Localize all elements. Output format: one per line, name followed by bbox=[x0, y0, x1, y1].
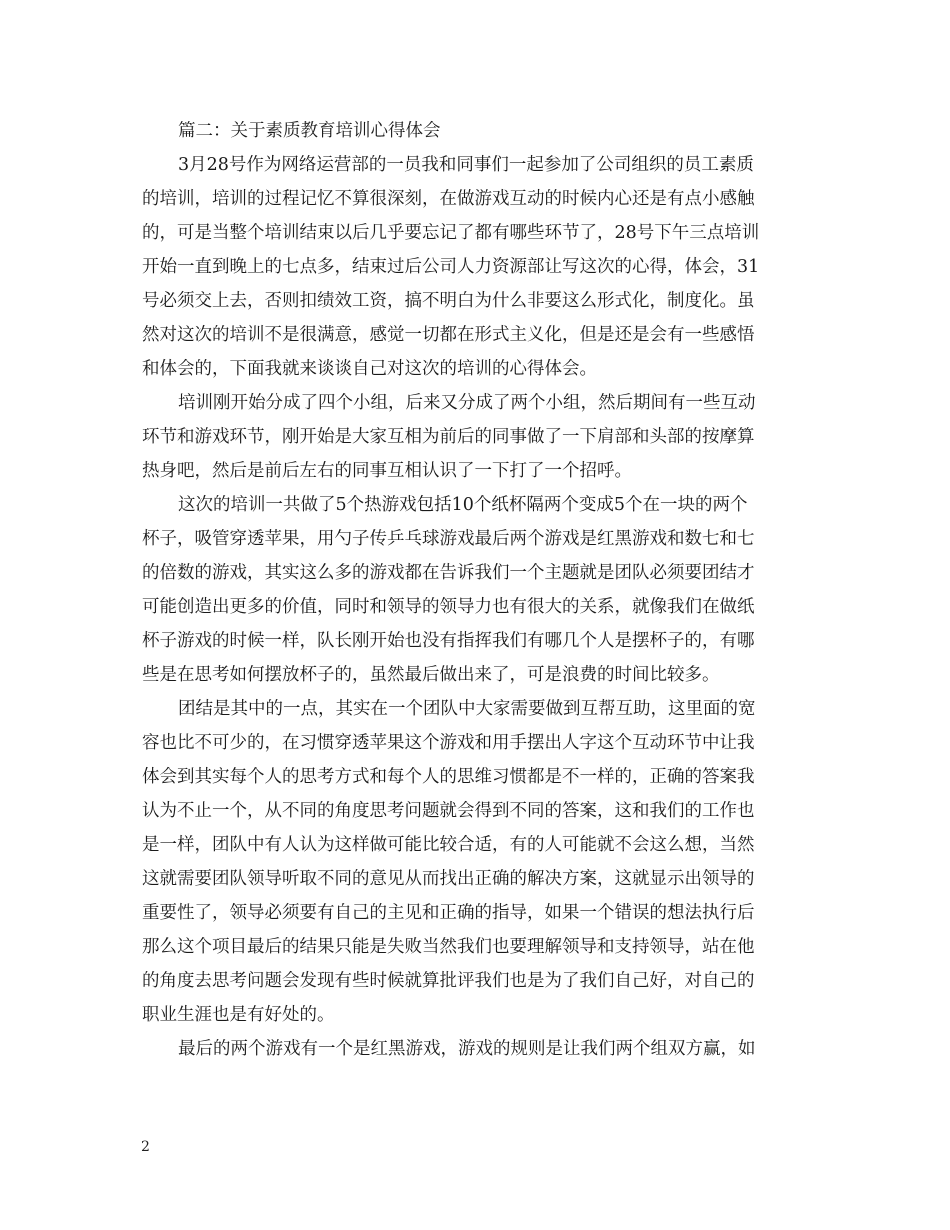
document-body bbox=[142, 114, 812, 1066]
paragraph-line: 是一样，团队中有人认为这样做可能比较合适，有的人可能就不会这么想，当然 bbox=[142, 835, 755, 855]
paragraph-line: 些是在思考如何摆放杯子的，虽然最后做出来了，可是浪费的时间比较多。 bbox=[142, 665, 720, 685]
paragraph-line: 培训刚开始分成了四个小组，后来又分成了两个小组，然后期间有一些互动 bbox=[178, 393, 756, 413]
paragraph-line: 的，可是当整个培训结束以后几乎要忘记了都有哪些环节了，28号下午三点培训 bbox=[142, 223, 760, 243]
paragraph-line: 这就需要团队领导听取不同的意见从而找出正确的解决方案，这就显示出领导的 bbox=[142, 869, 755, 889]
page-number: 2 bbox=[141, 1139, 150, 1155]
paragraph-line: 的倍数的游戏，其实这么多的游戏都在告诉我们一个主题就是团队必须要团结才 bbox=[142, 563, 755, 583]
paragraph-line: 环节和游戏环节，刚开始是大家互相为前后的同事做了一下肩部和头部的按摩算 bbox=[142, 427, 755, 447]
paragraph-line: 3月28号作为网络运营部的一员我和同事们一起参加了公司组织的员工素质 bbox=[178, 155, 754, 175]
paragraph-line: 职业生涯也是有好处的。 bbox=[142, 1005, 335, 1025]
paragraph-line: 和体会的，下面我就来谈谈自己对这次的培训的心得体会。 bbox=[142, 359, 597, 379]
paragraph-line: 体会到其实每个人的思考方式和每个人的思维习惯都是不一样的，正确的答案我 bbox=[142, 767, 755, 787]
paragraph-line: 的培训，培训的过程记忆不算很深刻，在做游戏互动的时候内心还是有点小感触 bbox=[142, 189, 755, 209]
paragraph-line: 认为不止一个，从不同的角度思考问题就会得到不同的答案，这和我们的工作也 bbox=[142, 801, 755, 821]
paragraph-line: 重要性了，领导必须要有自己的主见和正确的指导，如果一个错误的想法执行后 bbox=[142, 903, 755, 923]
paragraph-line: 团结是其中的一点，其实在一个团队中大家需要做到互帮互助，这里面的宽 bbox=[178, 699, 756, 719]
paragraph-line: 可能创造出更多的价值，同时和领导的领导力也有很大的关系，就像我们在做纸 bbox=[142, 597, 755, 617]
paragraph-line: 的角度去思考问题会发现有些时候就算批评我们也是为了我们自己好，对自己的 bbox=[142, 971, 755, 991]
section-heading: 篇二：关于素质教育培训心得体会 bbox=[178, 121, 441, 141]
paragraph-line: 容也比不可少的，在习惯穿透苹果这个游戏和用手摆出人字这个互动环节中让我 bbox=[142, 733, 755, 753]
paragraph-line: 杯子，吸管穿透苹果，用勺子传乒乓球游戏最后两个游戏是红黑游戏和数七和七 bbox=[142, 529, 755, 549]
paragraph-line: 开始一直到晚上的七点多，结束过后公司人力资源部让写这次的心得，体会，31 bbox=[142, 257, 760, 277]
paragraph-line: 这次的培训一共做了5个热游戏包括10个纸杯隔两个变成5个在一块的两个 bbox=[178, 495, 748, 515]
paragraph-line: 杯子游戏的时候一样，队长刚开始也没有指挥我们有哪几个人是摆杯子的，有哪 bbox=[142, 631, 755, 651]
paragraph-line: 号必须交上去，否则扣绩效工资，搞不明白为什么非要这么形式化，制度化。虽 bbox=[142, 291, 755, 311]
paragraph-line: 热身吧，然后是前后左右的同事互相认识了一下打了一个招呼。 bbox=[142, 461, 632, 481]
paragraph-line: 然对这次的培训不是很满意，感觉一切都在形式主义化，但是还是会有一些感悟 bbox=[142, 325, 755, 345]
paragraph-line: 最后的两个游戏有一个是红黑游戏，游戏的规则是让我们两个组双方赢，如 bbox=[178, 1039, 756, 1059]
paragraph-line: 那么这个项目最后的结果只能是失败当然我们也要理解领导和支持领导，站在他 bbox=[142, 937, 755, 957]
